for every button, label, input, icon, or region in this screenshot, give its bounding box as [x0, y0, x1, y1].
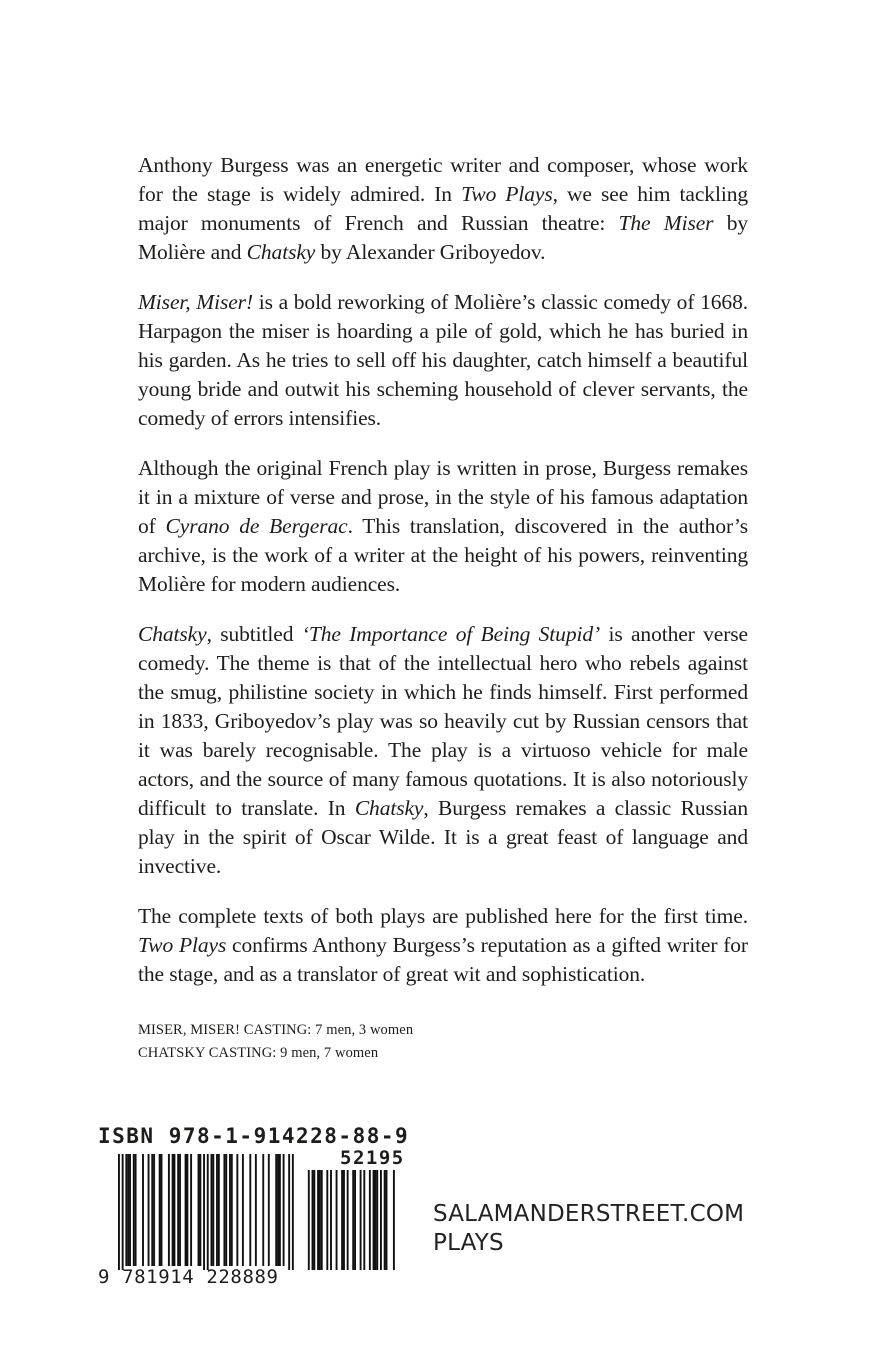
addon-bar: [384, 1170, 386, 1270]
barcode-bar: [125, 1154, 127, 1266]
barcode-bar: [242, 1154, 244, 1266]
addon-bar: [336, 1170, 338, 1270]
italic-title: The Miser: [618, 211, 714, 235]
addon-bar: [376, 1170, 378, 1270]
italic-title: Chatsky: [246, 240, 316, 264]
barcode-bars: [96, 1148, 396, 1270]
text-run: is another verse comedy. The theme is that of the intellectual hero who rebels against the smug, philistine society in which he finds himself. First performed in 1833, Griboyedov’s play was so heavily cut by Russian censors that it was barely recognisable. The play is a virtuoso vehicle for male actors, and the source of many famous quotations. It is also notoriously difficult to translate. In: [138, 622, 748, 820]
addon-bar: [374, 1170, 376, 1270]
isbn-barcode: [96, 1124, 410, 1294]
barcode-bar: [177, 1154, 179, 1266]
italic-title: Chatsky: [354, 796, 424, 820]
addon-bar: [343, 1170, 345, 1270]
back-cover-blurb: [138, 151, 748, 1010]
barcode-bar: [277, 1154, 279, 1266]
italic-title: Miser, Miser!: [138, 290, 253, 314]
italic-title: Cyrano de Bergerac: [165, 514, 348, 538]
barcode-bar: [179, 1154, 181, 1266]
barcode-bar: [161, 1154, 163, 1266]
barcode-bar: [229, 1154, 231, 1266]
barcode-bar: [174, 1154, 176, 1266]
text-run: , Burgess remakes a classic Russian play in the spirit of Oscar Wilde. It is a great feast of language and invective.: [138, 796, 748, 878]
barcode-bar: [153, 1154, 155, 1266]
barcode-bar: [168, 1154, 170, 1266]
publisher-info: [433, 1200, 744, 1258]
barcode-bar: [190, 1154, 192, 1266]
italic-title: Two Plays: [461, 182, 553, 206]
barcode-bar: [223, 1154, 225, 1266]
barcode-bar: [199, 1154, 201, 1266]
addon-bar: [308, 1170, 310, 1270]
text-run: , subtitled: [206, 622, 302, 646]
barcode-bar: [262, 1154, 264, 1266]
addon-bar: [330, 1170, 332, 1270]
barcode-bar: [172, 1154, 174, 1266]
blurb-paragraph-chatsky: [138, 620, 748, 881]
text-run: , we see him tackling major monuments of French and Russian theatre:: [138, 182, 748, 235]
barcode-bar: [255, 1154, 257, 1266]
barcode-bar: [159, 1154, 161, 1266]
publisher-category: PLAYS: [433, 1230, 504, 1256]
addon-bar: [317, 1170, 319, 1270]
barcode-bar: [279, 1154, 281, 1266]
barcode-bar: [212, 1154, 214, 1266]
barcode-bar: [133, 1154, 135, 1266]
isbn-label: ISBN 978-1-914228-88-9: [98, 1124, 410, 1148]
text-run: The complete texts of both plays are published here for the first time.: [138, 904, 748, 928]
barcode-bar: [122, 1154, 124, 1270]
text-run: by Molière and: [138, 211, 749, 264]
barcode-bar: [185, 1154, 187, 1266]
addon-bar: [321, 1170, 323, 1270]
addon-bar: [373, 1170, 375, 1270]
barcode-bar: [118, 1154, 120, 1270]
barcode-bar: [148, 1154, 150, 1266]
barcode-bar: [211, 1154, 213, 1266]
italic-title: Two Plays: [138, 933, 227, 957]
addon-bar: [313, 1170, 315, 1270]
addon-bar: [312, 1170, 314, 1270]
barcode-bar: [288, 1154, 290, 1270]
barcode-bar: [198, 1154, 200, 1266]
barcode-bar: [127, 1154, 129, 1266]
blurb-paragraph-intro: [138, 151, 748, 267]
addon-bar: [363, 1170, 365, 1270]
barcode-bar: [129, 1154, 131, 1266]
addon-bar: [360, 1170, 362, 1270]
price-code: 52195: [340, 1147, 405, 1169]
barcode-bar: [203, 1154, 205, 1270]
barcode-bar: [236, 1154, 238, 1266]
casting-miser: MISER, MISER! CASTING: 7 men, 3 women: [138, 1022, 414, 1038]
barcode-bar: [268, 1154, 270, 1266]
text-run: Anthony Burgess was an energetic writer and composer, whose work for the stage is widely admired. In: [138, 153, 748, 206]
barcode-bar: [186, 1154, 188, 1266]
addon-bar: [319, 1170, 321, 1270]
barcode-bar: [231, 1154, 233, 1266]
text-run: . This translation, discovered in the author’s archive, is the work of a writer at the height of his powers, reinventing Molière for modern audiences.: [138, 514, 748, 596]
barcode-bar: [292, 1154, 294, 1270]
text-run: Although the original French play is written in prose, Burgess remakes it in a mixture of verse and prose, in the style of his famous adaptation of: [138, 456, 748, 538]
addon-bar: [352, 1170, 354, 1270]
addon-bar: [393, 1170, 395, 1270]
barcode-bar: [142, 1154, 144, 1266]
barcode-bar: [249, 1154, 251, 1266]
barcode-bar: [225, 1154, 227, 1266]
barcode-bar: [216, 1154, 218, 1266]
blurb-paragraph-miser: [138, 288, 748, 433]
addon-bar: [369, 1170, 371, 1270]
publisher-website: SALAMANDERSTREET.COM: [433, 1201, 745, 1227]
casting-info: [138, 1019, 638, 1065]
text-run: is a bold reworking of Molière’s classic comedy of 1668. Harpagon the miser is hoarding a pile of gold, which he has buried in his garden. As he tries to sell off his daughter, catch himself a beautiful young bride and outwit his scheming household of clever servants, the comedy of errors intensifies.: [138, 290, 748, 430]
blurb-paragraph-conclusion: [138, 902, 748, 989]
casting-chatsky: CHATSKY CASTING: 9 men, 7 women: [138, 1045, 379, 1061]
barcode-bar: [207, 1154, 209, 1270]
addon-bar: [380, 1170, 382, 1270]
barcode-bar: [151, 1154, 153, 1266]
addon-bar: [386, 1170, 388, 1270]
barcode-bar: [283, 1154, 285, 1266]
barcode-bar: [275, 1154, 277, 1266]
addon-bar: [341, 1170, 343, 1270]
ean-digits: 9 781914 228889: [98, 1266, 279, 1288]
addon-bar: [354, 1170, 356, 1270]
text-run: by Alexander Griboyedov.: [315, 240, 546, 264]
barcode-bar: [218, 1154, 220, 1266]
barcode-bar: [135, 1154, 137, 1266]
addon-bar: [326, 1170, 328, 1270]
addon-bar: [347, 1170, 349, 1270]
text-run: confirms Anthony Burgess’s reputation as a gifted writer for the stage, and as a translator of great wit and sophistication.: [138, 933, 748, 986]
blurb-paragraph-translation: [138, 454, 748, 599]
italic-title: Chatsky: [138, 622, 207, 646]
italic-title: ‘The Importance of Being Stupid’: [301, 622, 601, 646]
